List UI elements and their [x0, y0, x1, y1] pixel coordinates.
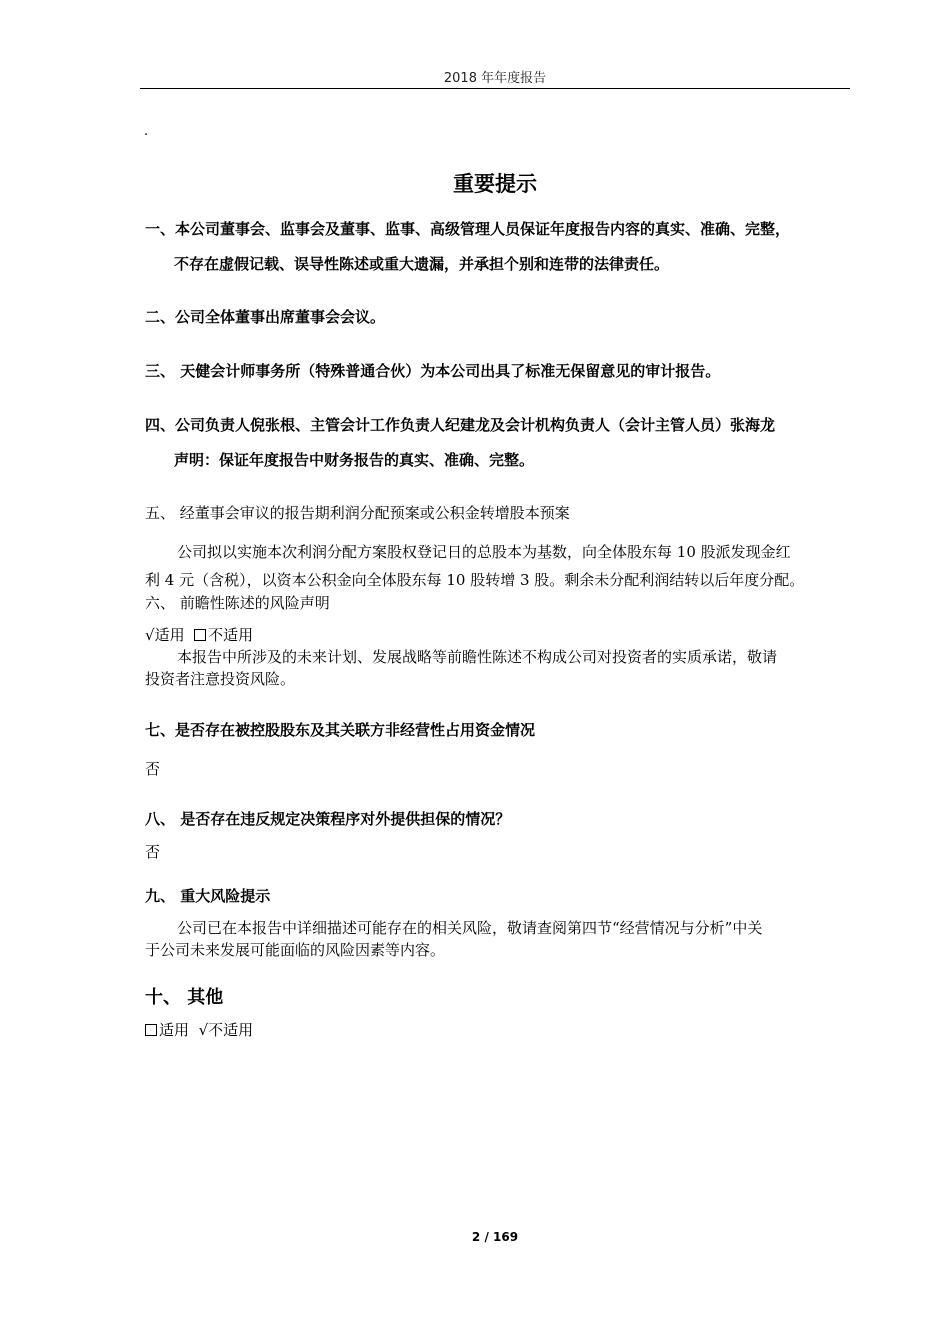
- checkbox-icon: [194, 629, 206, 641]
- item-6-line-1: 本报告中所涉及的未来计划、发展战略等前瞻性陈述不构成公司对投资者的实质承诺，敬请: [177, 648, 778, 666]
- item-9-line-1: 公司已在本报告中详细描述可能存在的相关风险，敬请查阅第四节“经营情况与分析”中关: [177, 919, 763, 937]
- item-7-heading: 七、是否存在被控股股东及其关联方非经营性占用资金情况: [145, 721, 536, 739]
- item-4-line-1: 四、公司负责人倪张根、主管会计工作负责人纪建龙及会计机构负责人（会计主管人员）张海龙: [145, 416, 776, 434]
- check-mark-icon: √: [145, 626, 155, 644]
- page-number: 2 / 169: [471, 1230, 519, 1244]
- header-dot: .: [144, 124, 149, 139]
- item-1-line-2: 不存在虚假记载、误导性陈述或重大遗漏，并承担个别和连带的法律责任。: [174, 255, 670, 273]
- item-5-line-1: 公司拟以实施本次利润分配方案股权登记日的总股本为基数，向全体股东每 10 股派发现金红: [177, 543, 791, 561]
- item-5-line-2: 利 4 元（含税），以资本公积金向全体股东每 10 股转增 3 股。剩余未分配利润结转以后年度分配。: [145, 571, 805, 589]
- item-2: 二、公司全体董事出席董事会会议。: [145, 308, 386, 326]
- item-10-options: [145, 1019, 253, 1040]
- header-rule: [140, 88, 850, 89]
- item-6-heading: 六、 前瞻性陈述的风险声明: [145, 594, 330, 612]
- item-3: 三、 天健会计师事务所（特殊普通合伙）为本公司出具了标准无保留意见的审计报告。: [145, 362, 721, 380]
- item-10-heading: 十、 其他: [145, 987, 224, 1008]
- item-5-heading: 五、 经董事会审议的报告期利润分配预案或公积金转增股本预案: [145, 504, 570, 522]
- item-6-line-2: 投资者注意投资风险。: [145, 670, 296, 688]
- page-title: 重要提示: [453, 172, 537, 196]
- item-8-heading: 八、 是否存在违反规定决策程序对外提供担保的情况？: [145, 810, 511, 828]
- item-7-answer: 否: [145, 760, 161, 778]
- check-mark-icon: √: [198, 1021, 209, 1039]
- item-6-options: [145, 624, 253, 645]
- page-header: 2018 年年度报告: [443, 71, 547, 86]
- item-9-heading: 九、 重大风险提示: [145, 887, 271, 905]
- option-not-applicable-label: 不适用: [208, 1021, 254, 1039]
- item-9-line-2: 于公司未来发展可能面临的风险因素等内容。: [145, 941, 446, 959]
- item-1-line-1: 一、本公司董事会、监事会及董事、监事、高级管理人员保证年度报告内容的真实、准确、完整，: [145, 220, 791, 238]
- option-not-applicable-label: 不适用: [208, 626, 254, 644]
- checkbox-icon: [145, 1024, 157, 1036]
- item-4-line-2: 声明：保证年度报告中财务报告的真实、准确、完整。: [174, 451, 535, 469]
- option-applicable-label: 适用: [159, 1021, 190, 1039]
- option-applicable-label: 适用: [154, 626, 185, 644]
- item-8-answer: 否: [145, 843, 161, 861]
